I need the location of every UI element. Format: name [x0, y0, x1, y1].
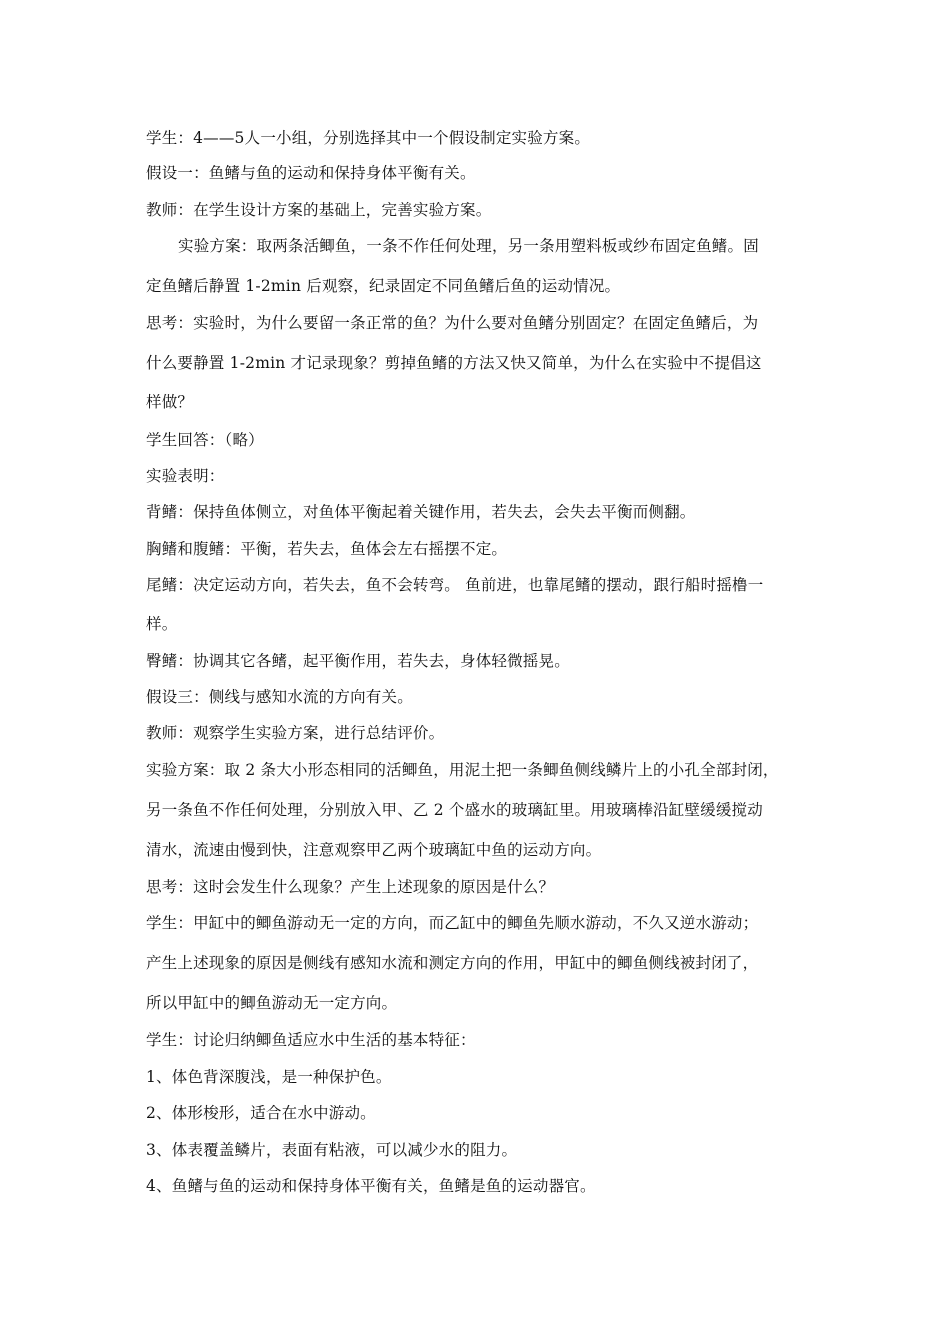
text-line: 假设三：侧线与感知水流的方向有关。 — [146, 688, 413, 706]
text-line: 3、体表覆盖鳞片，表面有粘液，可以减少水的阻力。 — [146, 1141, 518, 1159]
text-line: 2、体形梭形，适合在水中游动。 — [146, 1104, 376, 1122]
text-line: 样。 — [146, 615, 178, 633]
text-line: 产生上述现象的原因是侧线有感知水流和测定方向的作用，甲缸中的鲫鱼侧线被封闭了， — [146, 954, 759, 972]
text-line: 定鱼鳍后静置 1-2min 后观察，纪录固定不同鱼鳍后鱼的运动情况。 — [146, 277, 621, 295]
text-line: 学生回答：（略） — [146, 431, 264, 449]
text-line: 样做？ — [146, 393, 194, 411]
text-line: 尾鳍：决定运动方向，若失去，鱼不会转弯。 鱼前进，也靠尾鳍的摆动，跟行船时摇橹一 — [146, 576, 764, 594]
text-line: 另一条鱼不作任何处理，分别放入甲、乙 2 个盛水的玻璃缸里。用玻璃棒沿缸壁缓缓搅动 — [146, 801, 763, 819]
text-line: 胸鳍和腹鳍：平衡，若失去，鱼体会左右摇摆不定。 — [146, 540, 508, 558]
text-line: 实验表明： — [146, 467, 225, 485]
text-line: 思考：这时会发生什么现象？产生上述现象的原因是什么？ — [146, 878, 555, 896]
text-line: 学生：4——5人一小组，分别选择其中一个假设制定实验方案。 — [146, 129, 591, 147]
text-line: 思考：实验时，为什么要留一条正常的鱼？为什么要对鱼鳍分别固定？在固定鱼鳍后，为 — [146, 314, 759, 332]
text-line: 4、鱼鳍与鱼的运动和保持身体平衡有关，鱼鳍是鱼的运动器官。 — [146, 1177, 596, 1195]
text-line: 教师：观察学生实验方案，进行总结评价。 — [146, 724, 445, 742]
text-line: 臀鳍：协调其它各鳍，起平衡作用，若失去，身体轻微摇晃。 — [146, 652, 570, 670]
text-line: 实验方案：取两条活鲫鱼，一条不作任何处理，另一条用塑料板或纱布固定鱼鳍。固 — [178, 237, 759, 255]
text-line: 背鳍：保持鱼体侧立，对鱼体平衡起着关键作用，若失去，会失去平衡而侧翻。 — [146, 503, 696, 521]
text-line: 什么要静置 1-2min 才记录现象？剪掉鱼鳍的方法又快又简单，为什么在实验中不提倡这 — [146, 354, 762, 372]
text-line: 教师：在学生设计方案的基础上，完善实验方案。 — [146, 201, 492, 219]
text-line: 学生：讨论归纳鲫鱼适应水中生活的基本特征： — [146, 1031, 476, 1049]
text-line: 1、体色背深腹浅，是一种保护色。 — [146, 1068, 392, 1086]
text-line: 清水，流速由慢到快，注意观察甲乙两个玻璃缸中鱼的运动方向。 — [146, 841, 602, 859]
text-line: 学生：甲缸中的鲫鱼游动无一定的方向，而乙缸中的鲫鱼先顺水游动，不久又逆水游动； — [146, 914, 759, 932]
text-line: 实验方案：取 2 条大小形态相同的活鲫鱼，用泥土把一条鲫鱼侧线鳞片上的小孔全部封闭， — [146, 761, 779, 779]
text-line: 假设一：鱼鳍与鱼的运动和保持身体平衡有关。 — [146, 164, 476, 182]
text-line: 所以甲缸中的鲫鱼游动无一定方向。 — [146, 994, 398, 1012]
